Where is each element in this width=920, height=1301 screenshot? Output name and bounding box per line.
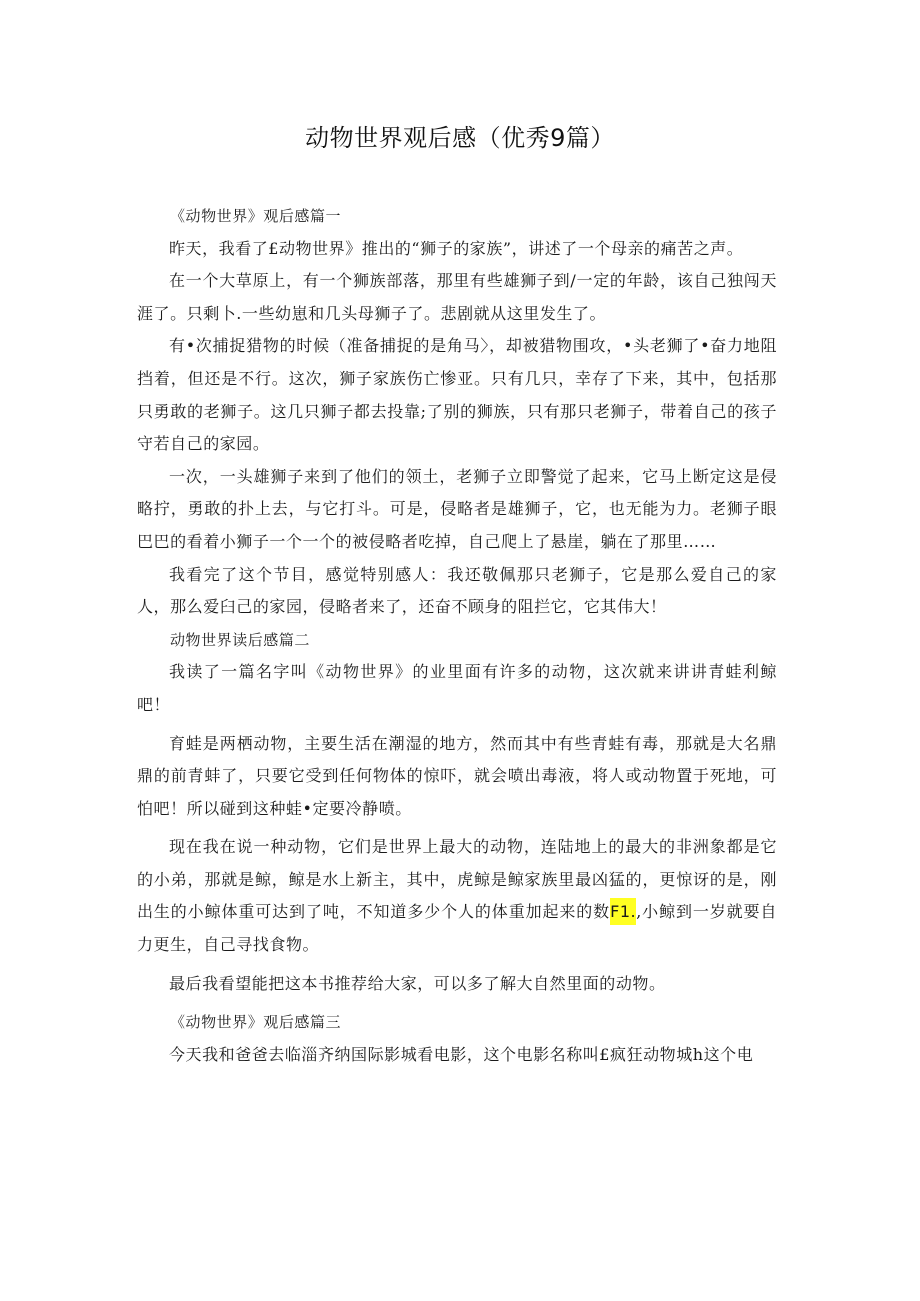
paragraph: 育蛙是两栖动物，主要生活在潮湿的地方，然而其中有些青蛙有毒，那就是大名鼎鼎的前青蚌了，只要它受到任何物体的惊吓，就会喷出毒液，将人或动物置于死地，可怕吧！所以碰到这种蛙•定要冷静喷。 — [137, 733, 777, 818]
paragraph: 一次，一头雄狮子来到了他们的领土，老狮子立即警觉了起来，它马上断定这是侵略拧，勇敢的扑上去，与它打斗。可是，侵略者是雄狮子，它，也无能为力。老狮子眼巴巴的看着小狮子一个一个的被侵略者吃掉，自己爬上了悬崖，躺在了那里…… — [137, 466, 777, 551]
paragraph: 有•次捕捉猎物的时候（准备捕捉的是角马〉，却被猎物围攻，•头老狮了•奋力地阻挡着，但还是不行。这次，狮子家族伤亡惨亚。只有几只，幸存了下来，其中，包括那只勇敢的老狮子。这几只狮子都去投靠;了别的狮族，只有那只老狮子，带着自己的孩子守若自己的家园。 — [137, 336, 777, 454]
section-heading-2: 动物世界读后感篇二 — [170, 630, 310, 649]
paragraph: 最后我看望能把这本书推荐给大家，可以多了解大自然里面的动物。 — [169, 973, 666, 993]
document-body — [137, 200, 777, 1071]
whale-paragraph — [137, 831, 777, 961]
highlighted-text: F1. — [610, 898, 636, 925]
whale-text-after: ,小鲸到一岁就要自力更生，自己寻找食物。 — [137, 902, 777, 955]
document-title: 动物世界观后感（优秀9篇） — [305, 124, 615, 152]
paragraph: 昨天，我看了£动物世界》推出的“狮子的家族”，讲述了一个母亲的痛苦之声。 — [169, 238, 744, 258]
section-heading-1: 《动物世界》观后感篇一 — [170, 207, 342, 225]
paragraph: 今天我和爸爸去临淄齐纳国际影城看电影，这个电影名称叫£疯狂动物城h这个电 — [169, 1044, 754, 1064]
paragraph: 在一个大草原上，有一个狮族部落，那里有些雄狮子到/一定的年龄，该自己独闯天涯了。只剩卜.一些幼崽和几头母狮子了。悲剧就从这里发生了。 — [137, 271, 777, 323]
section-heading-3: 《动物世界》观后感篇三 — [170, 1013, 342, 1032]
paragraph: 我读了一篇名字叫《动物世界》的业里面有许多的动物，这次就来讲讲青蛙利鲸吧！ — [137, 662, 777, 714]
whale-text-before: 现在我在说一种动物，它们是世界上最大的动物，连陆地上的最大的非洲象都是它的小弟，那就是鲸，鲸是水上新主，其中，虎鲸是鲸家族里最凶猛的，更惊讶的是，刚出生的小鲸体重可达到了吨，不知道多少个人的体重加起来的数 — [137, 837, 777, 922]
paragraph: 我看完了这个节目，感觉特别感人：我还敬佩那只老狮子，它是那么爱自己的家人，那么爱臼己的家园，侵略者来了，还奋不顾身的阻拦它，它其伟大！ — [137, 564, 777, 617]
